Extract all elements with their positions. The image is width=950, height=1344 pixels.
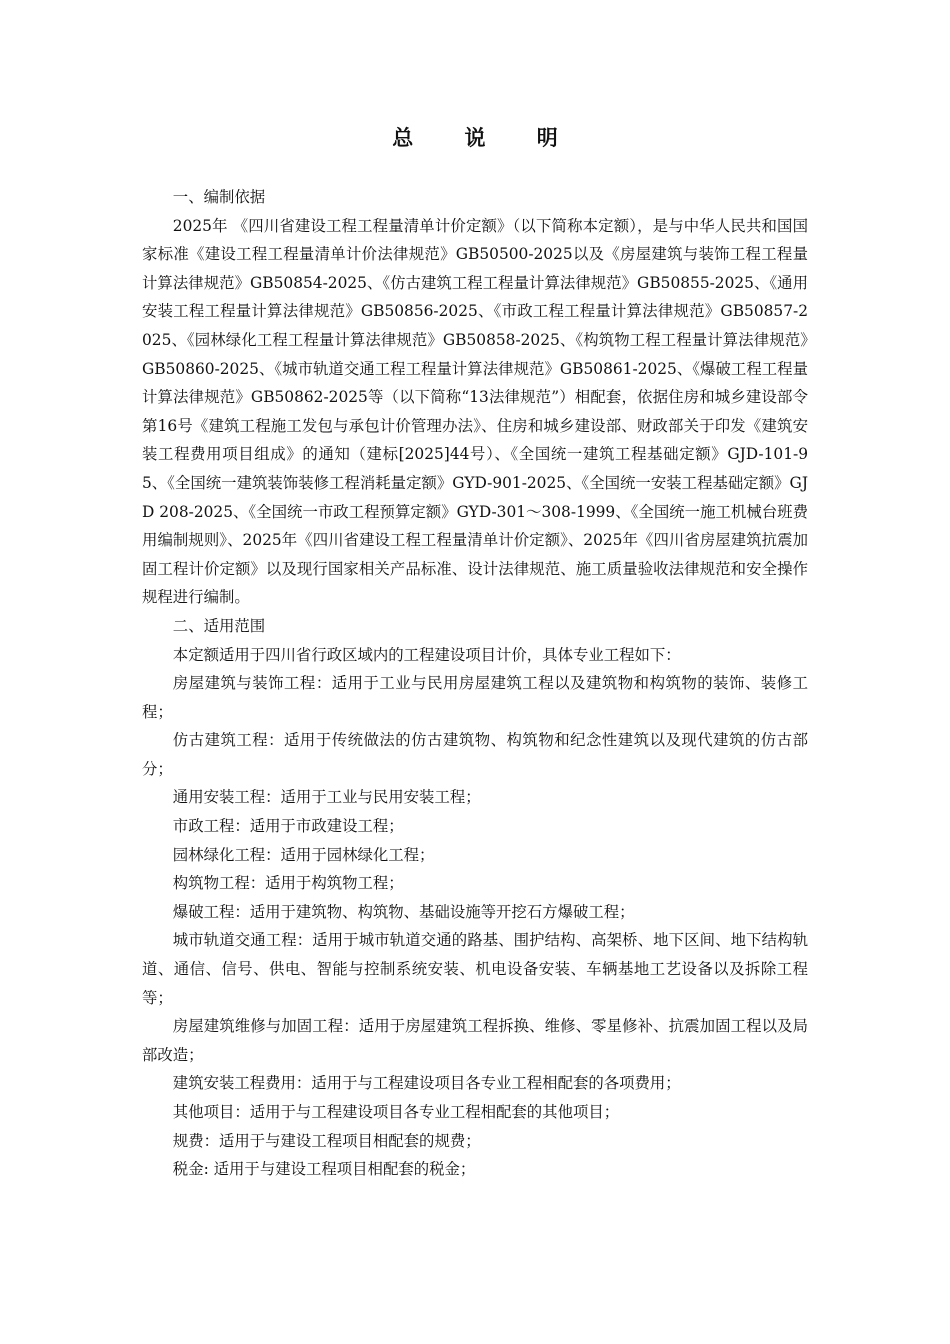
paragraph-scope-municipal: 市政工程：适用于市政建设工程；: [172, 817, 404, 836]
page-title: 总 说 明: [392, 126, 580, 150]
section-heading-basis: 一、编制依据: [172, 188, 266, 206]
paragraph-basis-text: 2025年 《四川省建设工程工程量清单计价定额》（以下简称本定额），是与中华人民共和国国家标准《建设工程工程量清单计价法律规范》GB50500-2025以及《房屋建筑与装饰工程工程量计算法律规范》GB50854-2025、《仿古建筑工程工程量计算法律规范》GB50855-2025、《通用安装工程工程量计算法律规范》GB50856-2025、《市政工程工程量计算法律规范》GB50857-2025、《园林绿化工程工程量计算法律规范》GB50858-2025、《构筑物工程工程量计算法律规范》GB50860-2025、《城市轨道交通工程工程量计算法律规范》GB50861-2025、《爆破工程工程量计算法律规范》GB50862-2025等（以下简称“13法律规范”）相配套，依据住房和城乡建设部令第16号《建筑工程施工发包与承包计价管理办法》、住房和城乡建设部、财政部关于印发《建筑安装工程费用项目组成》的通知（建标[2025]44号）、《全国统一建筑工程基础定额》GJD-101-95、《全国统一建筑装饰装修工程消耗量定额》GYD-901-2025、《全国统一安装工程基础定额》GJD 208-2025、《全国统一市政工程预算定额》GYD-301～308-1999、《全国统一施工机械台班费用编制规则》、2025年《四川省建设工程工程量清单计价定额》、2025年《四川省房屋建筑抗震加固工程计价定额》以及现行国家相关产品标准、设计法律规范、施工质量验收法律规范和安全操作规程进行编制。: [142, 216, 808, 607]
paragraph-scope-rail-transit: 城市轨道交通工程：适用于城市轨道交通的路基、围护结构、高架桥、地下区间、地下结构轨道、通信、信号、供电、智能与控制系统安装、机电设备安装、车辆基地工艺设备以及拆除工程等；: [142, 931, 808, 1007]
paragraph-scope-fees: 规费：适用于与建设工程项目相配套的规费；: [172, 1131, 481, 1150]
paragraph-scope-building: 房屋建筑与装饰工程：适用于工业与民用房屋建筑工程以及建筑物和构筑物的装饰、装修工程；: [142, 674, 808, 721]
paragraph-scope-other-items: 其他项目：适用于与工程建设项目各专业工程相配套的其他项目；: [172, 1103, 620, 1121]
paragraph-scope-landscape: 园林绿化工程：适用于园林绿化工程；: [172, 845, 435, 864]
paragraph-scope-antique: 仿古建筑工程：适用于传统做法的仿古建筑物、构筑物和纪念性建筑以及现代建筑的仿古部分；: [142, 731, 808, 778]
paragraph-scope-cost: 建筑安装工程费用：适用于与工程建设项目各专业工程相配套的各项费用；: [172, 1074, 681, 1093]
document-body: [142, 183, 808, 1184]
paragraph-scope-intro: 本定额适用于四川省行政区域内的工程建设项目计价，具体专业工程如下：: [172, 645, 681, 664]
paragraph-scope-tax: 税金: 适用于与建设工程项目相配套的税金；: [172, 1160, 476, 1179]
section-heading-scope: 二、适用范围: [172, 616, 266, 635]
paragraph-scope-maintenance: 房屋建筑维修与加固工程：适用于房屋建筑工程拆换、维修、零星修补、抗震加固工程以及局部改造；: [142, 1017, 808, 1064]
paragraph-scope-installation: 通用安装工程：适用于工业与民用安装工程；: [172, 788, 481, 807]
paragraph-scope-blasting: 爆破工程：适用于建筑物、构筑物、基础设施等开挖石方爆破工程；: [172, 902, 635, 921]
paragraph-scope-structure: 构筑物工程：适用于构筑物工程；: [172, 874, 404, 893]
